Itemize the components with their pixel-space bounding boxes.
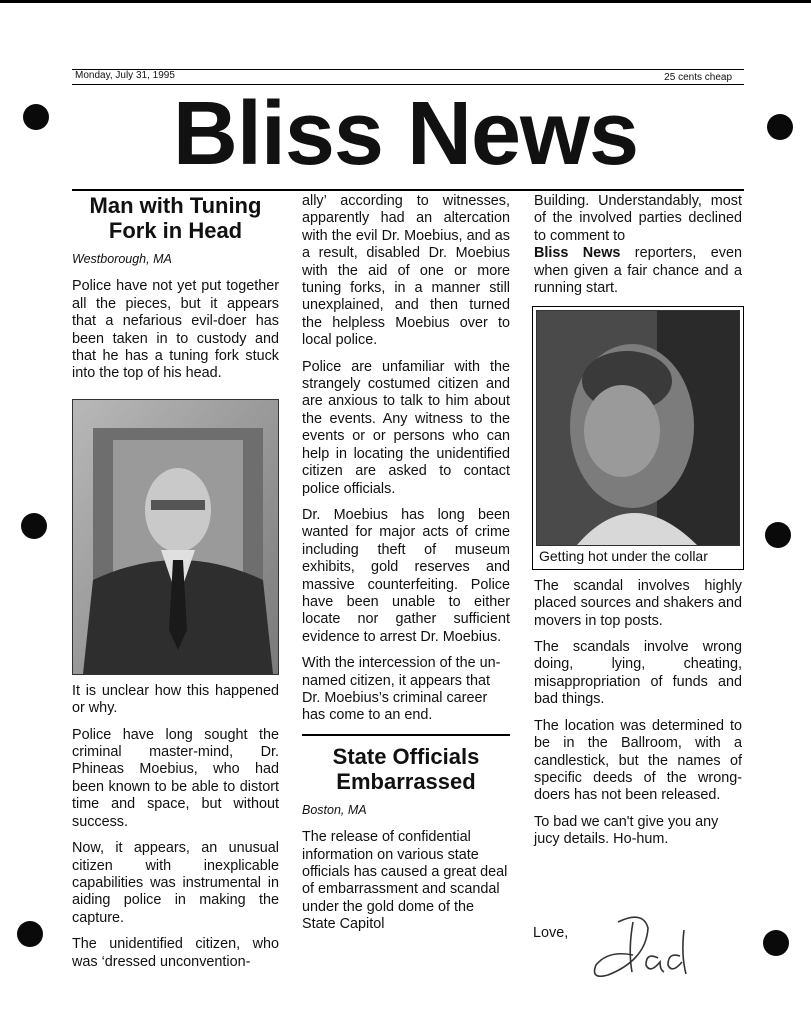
article1-paragraph: Dr. Moebius has long been wanted for major acts of crime including theft of museum exhibits, gold reserves and massive counterfeiting. Police have been unable to either locate nor gather sufficient evidence to arrest Dr. Moebius. <box>302 506 510 645</box>
binder-hole-left-middle <box>21 513 47 539</box>
top-edge <box>0 0 811 3</box>
closing-love: Love, <box>533 925 569 941</box>
article2-paragraph: The scandals involve wrong doing, lying, cheating, misappropriation of funds and bad things. <box>534 639 742 708</box>
article1-paragraph: Now, it appears, an unusual citizen with inexplicable capabilities was instrumental in aiding police in making the capture. <box>72 840 279 926</box>
column-1 <box>72 193 279 980</box>
article1-headline: Man with Tuning Fork in Head <box>89 193 262 243</box>
column-3 <box>534 193 742 858</box>
brand-name-inline: Bliss News <box>534 245 621 262</box>
article2-paragraph: To bad we can't give you any jucy details. Ho-hum. <box>534 813 719 848</box>
article1-paragraph: It is unclear how this happened or why. <box>72 682 279 717</box>
photo-caption: Getting hot under the collar <box>539 548 708 565</box>
binder-hole-left-bottom <box>17 921 43 947</box>
article2-paragraph: The location was determined to be in the Ballroom, with a candlestick, but the names of specific deeds of the wrong-doers has not been released. <box>534 717 742 804</box>
article1-paragraph: Police have not yet put together all the pieces, but it appears that a nefarious evil-doer has been taken in to custody and that he has a tuning fork stuck into the top of his head. <box>72 278 279 382</box>
article1-paragraph: Police have long sought the criminal master-mind, Dr. Phineas Moebius, who had been known to be able to distort time and space, but without success. <box>72 726 279 830</box>
article2-paragraph: The release of confidential information on various state officials has caused a great deal of embarrassment and scandal under the gold dome of the State Capitol <box>302 829 508 933</box>
article2-paragraph: Building. Understandably, most of the involved parties declined to comment to <box>534 193 742 244</box>
article2-paragraph: The scandal involves highly placed sources and shakers and movers in top posts. <box>534 577 742 629</box>
photo-man-in-suit-image <box>73 400 278 674</box>
article1-paragraph: Police are unfamiliar with the strangely costumed citizen and are anxious to talk to him about the events. Any witness to the events or or persons who can help in locating the unidentified citizen are asked to contact police officials. <box>302 358 510 497</box>
article1-dateline: Westborough, MA <box>72 252 172 266</box>
issue-date: Monday, July 31, 1995 <box>75 70 175 81</box>
column-2 <box>302 193 510 943</box>
photo-caption-box <box>532 306 744 569</box>
article2-headline: State Officials Embarrassed <box>332 743 480 794</box>
masthead-bottom-rule <box>72 189 744 191</box>
photo-man-closeup-image <box>537 311 739 545</box>
newspaper-title: Bliss News <box>172 84 639 184</box>
binder-hole-right-middle <box>765 522 791 548</box>
article1-paragraph: With the intercession of the un-named citizen, it appears that Dr. Moebius’s criminal career has come to an end. <box>302 655 501 724</box>
signature <box>588 910 698 995</box>
photo-man-in-suit <box>72 399 279 675</box>
article-divider <box>302 734 510 736</box>
article2-paragraph: reporters, even when given a fair chance and a running start. <box>534 245 742 297</box>
binder-hole-right-bottom <box>763 930 789 956</box>
article2-dateline: Boston, MA <box>302 802 367 817</box>
issue-price: 25 cents cheap <box>664 72 732 83</box>
photo-man-closeup <box>536 310 740 546</box>
article1-paragraph: The unidentified citizen, who was ‘dressed unconvention- <box>72 936 279 970</box>
signature-image <box>588 910 698 990</box>
article1-paragraph: ally’ according to witnesses, apparently had an altercation with the evil Dr. Moebius, and as a result, disabled Dr. Moebius with the aid of one or more tuning forks, in a manner still unexplained, and then turned the helpless Moebius over to local police. <box>302 193 510 349</box>
